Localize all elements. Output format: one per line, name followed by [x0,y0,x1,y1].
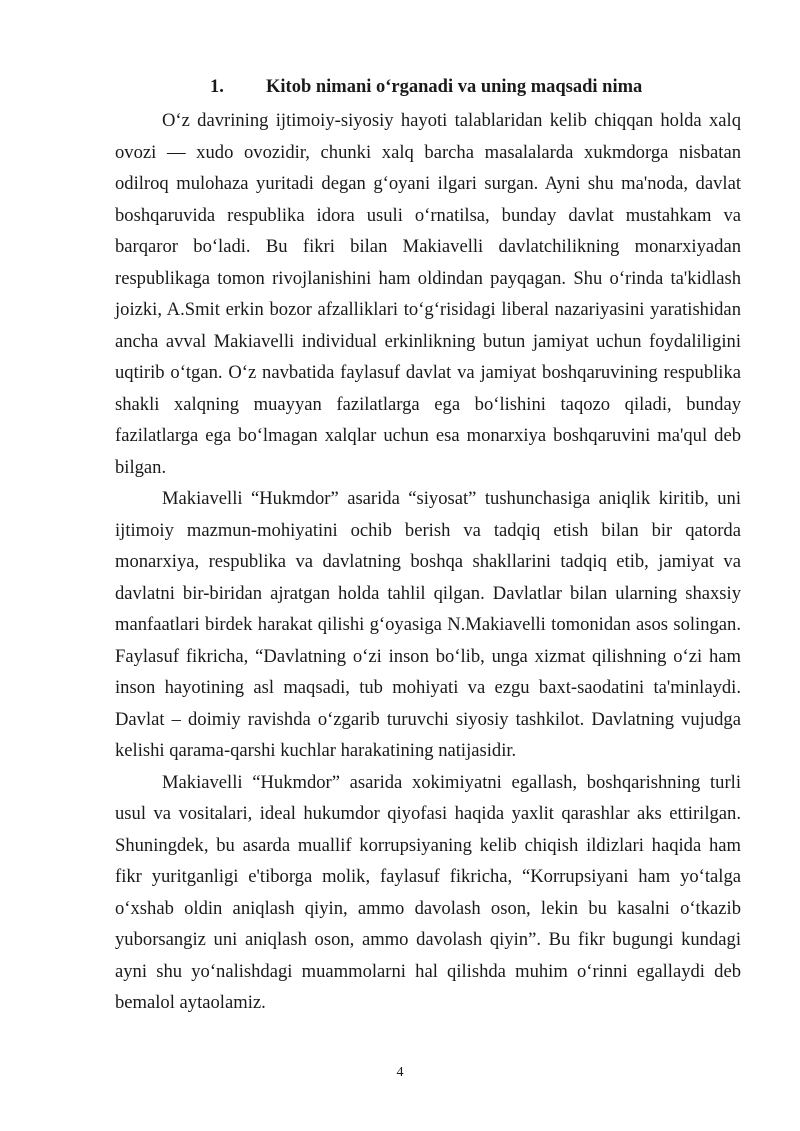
paragraph: Makiavelli “Hukmdor” asarida xokimiyatni egallash, boshqarishning turli usul va vositalari, ideal hukumdor qiyofasi haqida yaxlit qarashlar aks ettirilgan. Shuningdek, bu asarda muallif korrupsiyaning kelib chiqish ildizlari haqida ham fikr yuritganligi e'tiborga molik, faylasuf fikricha, “Korrupsiyani ham yo‘talga o‘xshab oldin aniqlash qiyin, ammo davolash oson, lekin bu kasalni o‘tkazib yuborsangiz uni aniqlash oson, ammo davolash qiyin”. Bu fikr bugungi kundagi ayni shu yo‘nalishdagi muammolarni hal qilishda muhim o‘rinni egallaydi deb bemalol aytaolamiz. [115,771,741,1013]
section-heading [210,74,642,100]
body-text [115,105,741,1019]
paragraph: Makiavelli “Hukmdor” asarida “siyosat” tushunchasiga aniqlik kiritib, uni ijtimoiy mazmun-mohiyatini ochib berish va tadqiq etish bilan bir qatorda monarxiya, respublika va davlatning boshqa shakllarini tadqiq etib, jamiyat va davlatni bir-biridan ajratgan holda tahlil qilgan. Davlatlar bilan ularning shaxsiy manfaatlari birdek harakat qilishi g‘oyasiga N.Makiavelli tomonidan asos solingan. Faylasuf fikricha, “Davlatning o‘zi inson bo‘lib, unga xizmat qilishning o‘zi ham inson hayotining asl maqsadi, tub mohiyati va ezgu baxt-saodatini ta'minlaydi. Davlat – doimiy ravishda o‘zgarib turuvchi siyosiy tashkilot. Davlatning vujudga kelishi qarama-qarshi kuchlar harakatining natijasidir. [115,488,741,761]
section-number: 1. [210,77,224,97]
section-title: Kitob nimani o‘rganadi va uning maqsadi nima [266,77,643,97]
page-number: 4 [396,1065,404,1080]
paragraph: O‘z davrining ijtimoiy-siyosiy hayoti talablaridan kelib chiqqan holda xalq ovozi — xudo ovozidir, chunki xalq barcha masalalarda xukmdorga nisbatan odilroq mulohaza yuritadi degan g‘oyani ilgari surgan. Ayni shu ma'noda, davlat boshqaruvida respublika idora usuli o‘rnatilsa, bunday davlat mustahkam va barqaror bo‘ladi. Bu fikri bilan Makiavelli davlatchilikning monarxiyadan respublikaga tomon rivojlanishini ham oldindan payqagan. Shu o‘rinda ta'kidlash joizki, A.Smit erkin bozor afzalliklari to‘g‘risidagi liberal nazariyasini yaratishidan ancha avval Makiavelli individual erkinlikning butun jamiyat uchun foydaliligini uqtirib o‘tgan. O‘z navbatida faylasuf davlat va jamiyat boshqaruvining respublika shakli xalqning muayyan fazilatlarga ega bo‘lishini taqozo qiladi, bunday fazilatlarga ega bo‘lmagan xalqlar uchun esa monarxiya boshqaruvini ma'qul deb bilgan. [115,110,741,478]
